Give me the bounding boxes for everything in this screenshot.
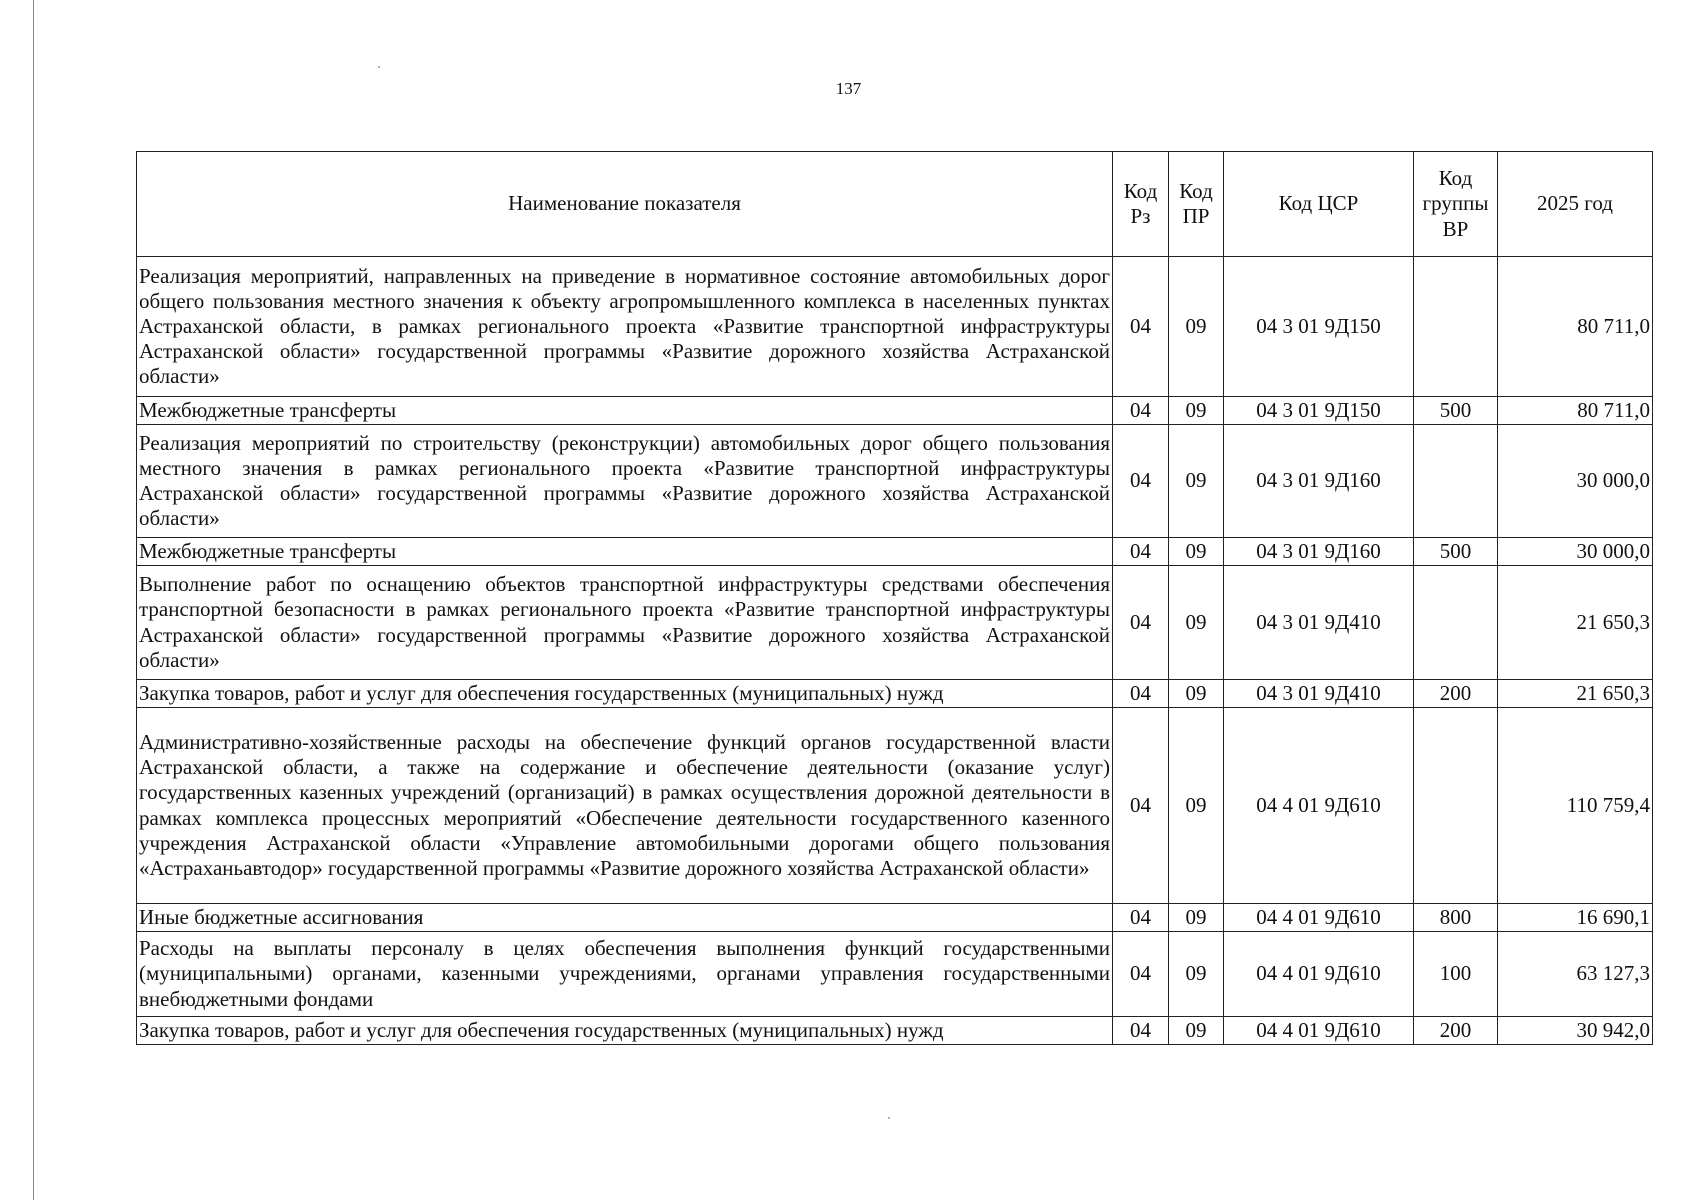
row-csr: 04 3 01 9Д160 bbox=[1224, 538, 1414, 566]
row-amount: 30 000,0 bbox=[1498, 538, 1653, 566]
row-name: Реализация мероприятий, направленных на приведение в нормативное состояние автомобильных дорог общего пользования местного значения к объекту агропромышленного комплекса в населенных пунктах Астраханской области, в рамках регионального проекта «Развитие транспортной инфраструктуры Астраханской области» государственной программы «Развитие дорожного хозяйства Астраханской области» bbox=[137, 257, 1113, 397]
header-year-2025: 2025 год bbox=[1498, 152, 1653, 257]
row-pr: 09 bbox=[1169, 708, 1224, 904]
row-amount: 110 759,4 bbox=[1498, 708, 1653, 904]
row-amount: 21 650,3 bbox=[1498, 680, 1653, 708]
row-name: Реализация мероприятий по строительству (реконструкции) автомобильных дорог общего пользования местного значения в рамках регионального проекта «Развитие транспортной инфраструктуры Астраханской области» государственной программы «Развитие дорожного хозяйства Астраханской области» bbox=[137, 425, 1113, 538]
table-row bbox=[137, 425, 1653, 538]
table-row bbox=[137, 538, 1653, 566]
table-row bbox=[137, 1017, 1653, 1045]
row-csr: 04 4 01 9Д610 bbox=[1224, 932, 1414, 1017]
row-vr: 500 bbox=[1414, 538, 1498, 566]
table-row bbox=[137, 932, 1653, 1017]
row-amount: 16 690,1 bbox=[1498, 904, 1653, 932]
scan-edge-line bbox=[33, 0, 34, 1200]
row-pr: 09 bbox=[1169, 397, 1224, 425]
row-rz: 04 bbox=[1113, 708, 1169, 904]
row-vr bbox=[1414, 257, 1498, 397]
header-pr-code: Код ПР bbox=[1169, 152, 1224, 257]
row-pr: 09 bbox=[1169, 538, 1224, 566]
row-csr: 04 3 01 9Д410 bbox=[1224, 680, 1414, 708]
row-name: Иные бюджетные ассигнования bbox=[137, 904, 1113, 932]
row-name: Административно-хозяйственные расходы на обеспечение функций органов государственной власти Астраханской области, а также на содержание и обеспечение деятельности (оказание услуг) государственных казенных учреждений (организаций) в рамках осуществления дорожной деятельности в рамках комплекса процессных мероприятий «Обеспечение деятельности государственного казенного учреждения Астраханской области «Управление автомобильными дорогами общего пользования «Астраханьавтодор» государственной программы «Развитие дорожного хозяйства Астраханской области» bbox=[137, 708, 1113, 904]
row-rz: 04 bbox=[1113, 680, 1169, 708]
row-vr bbox=[1414, 425, 1498, 538]
scan-speck bbox=[888, 1117, 890, 1119]
row-pr: 09 bbox=[1169, 904, 1224, 932]
row-amount: 80 711,0 bbox=[1498, 257, 1653, 397]
budget-table bbox=[136, 151, 1653, 1045]
row-amount: 21 650,3 bbox=[1498, 566, 1653, 680]
table-row bbox=[137, 680, 1653, 708]
row-amount: 30 942,0 bbox=[1498, 1017, 1653, 1045]
row-pr: 09 bbox=[1169, 1017, 1224, 1045]
row-csr: 04 3 01 9Д150 bbox=[1224, 397, 1414, 425]
row-rz: 04 bbox=[1113, 257, 1169, 397]
row-csr: 04 4 01 9Д610 bbox=[1224, 904, 1414, 932]
row-amount: 80 711,0 bbox=[1498, 397, 1653, 425]
table-header-row bbox=[137, 152, 1653, 257]
header-vr-group-code: Код группы ВР bbox=[1414, 152, 1498, 257]
row-rz: 04 bbox=[1113, 397, 1169, 425]
row-csr: 04 3 01 9Д150 bbox=[1224, 257, 1414, 397]
row-name: Закупка товаров, работ и услуг для обеспечения государственных (муниципальных) нужд bbox=[137, 1017, 1113, 1045]
row-vr bbox=[1414, 708, 1498, 904]
table-row bbox=[137, 708, 1653, 904]
row-csr: 04 3 01 9Д160 bbox=[1224, 425, 1414, 538]
row-rz: 04 bbox=[1113, 566, 1169, 680]
row-name: Расходы на выплаты персоналу в целях обеспечения выполнения функций государственными (муниципальными) органами, казенными учреждениями, органами управления государственными внебюджетными фондами bbox=[137, 932, 1113, 1017]
scan-speck bbox=[378, 66, 380, 68]
row-csr: 04 3 01 9Д410 bbox=[1224, 566, 1414, 680]
row-pr: 09 bbox=[1169, 257, 1224, 397]
row-rz: 04 bbox=[1113, 932, 1169, 1017]
row-rz: 04 bbox=[1113, 1017, 1169, 1045]
row-vr bbox=[1414, 566, 1498, 680]
header-csr-code: Код ЦСР bbox=[1224, 152, 1414, 257]
row-amount: 30 000,0 bbox=[1498, 425, 1653, 538]
row-name: Межбюджетные трансферты bbox=[137, 397, 1113, 425]
row-vr: 500 bbox=[1414, 397, 1498, 425]
page-number: 137 bbox=[835, 79, 862, 98]
row-amount: 63 127,3 bbox=[1498, 932, 1653, 1017]
row-name: Выполнение работ по оснащению объектов транспортной инфраструктуры средствами обеспечения транспортной безопасности в рамках регионального проекта «Развитие транспортной инфраструктуры Астраханской области» государственной программы «Развитие дорожного хозяйства Астраханской области» bbox=[137, 566, 1113, 680]
row-pr: 09 bbox=[1169, 566, 1224, 680]
row-vr: 800 bbox=[1414, 904, 1498, 932]
row-name: Закупка товаров, работ и услуг для обеспечения государственных (муниципальных) нужд bbox=[137, 680, 1113, 708]
row-vr: 100 bbox=[1414, 932, 1498, 1017]
row-rz: 04 bbox=[1113, 538, 1169, 566]
row-name: Межбюджетные трансферты bbox=[137, 538, 1113, 566]
row-csr: 04 4 01 9Д610 bbox=[1224, 1017, 1414, 1045]
header-rz-code: Код Рз bbox=[1113, 152, 1169, 257]
table-row bbox=[137, 566, 1653, 680]
row-rz: 04 bbox=[1113, 904, 1169, 932]
row-pr: 09 bbox=[1169, 932, 1224, 1017]
row-csr: 04 4 01 9Д610 bbox=[1224, 708, 1414, 904]
table-row bbox=[137, 397, 1653, 425]
table-row bbox=[137, 257, 1653, 397]
table-row bbox=[137, 904, 1653, 932]
row-vr: 200 bbox=[1414, 1017, 1498, 1045]
row-pr: 09 bbox=[1169, 425, 1224, 538]
row-pr: 09 bbox=[1169, 680, 1224, 708]
row-vr: 200 bbox=[1414, 680, 1498, 708]
header-indicator-name: Наименование показателя bbox=[137, 152, 1113, 257]
row-rz: 04 bbox=[1113, 425, 1169, 538]
